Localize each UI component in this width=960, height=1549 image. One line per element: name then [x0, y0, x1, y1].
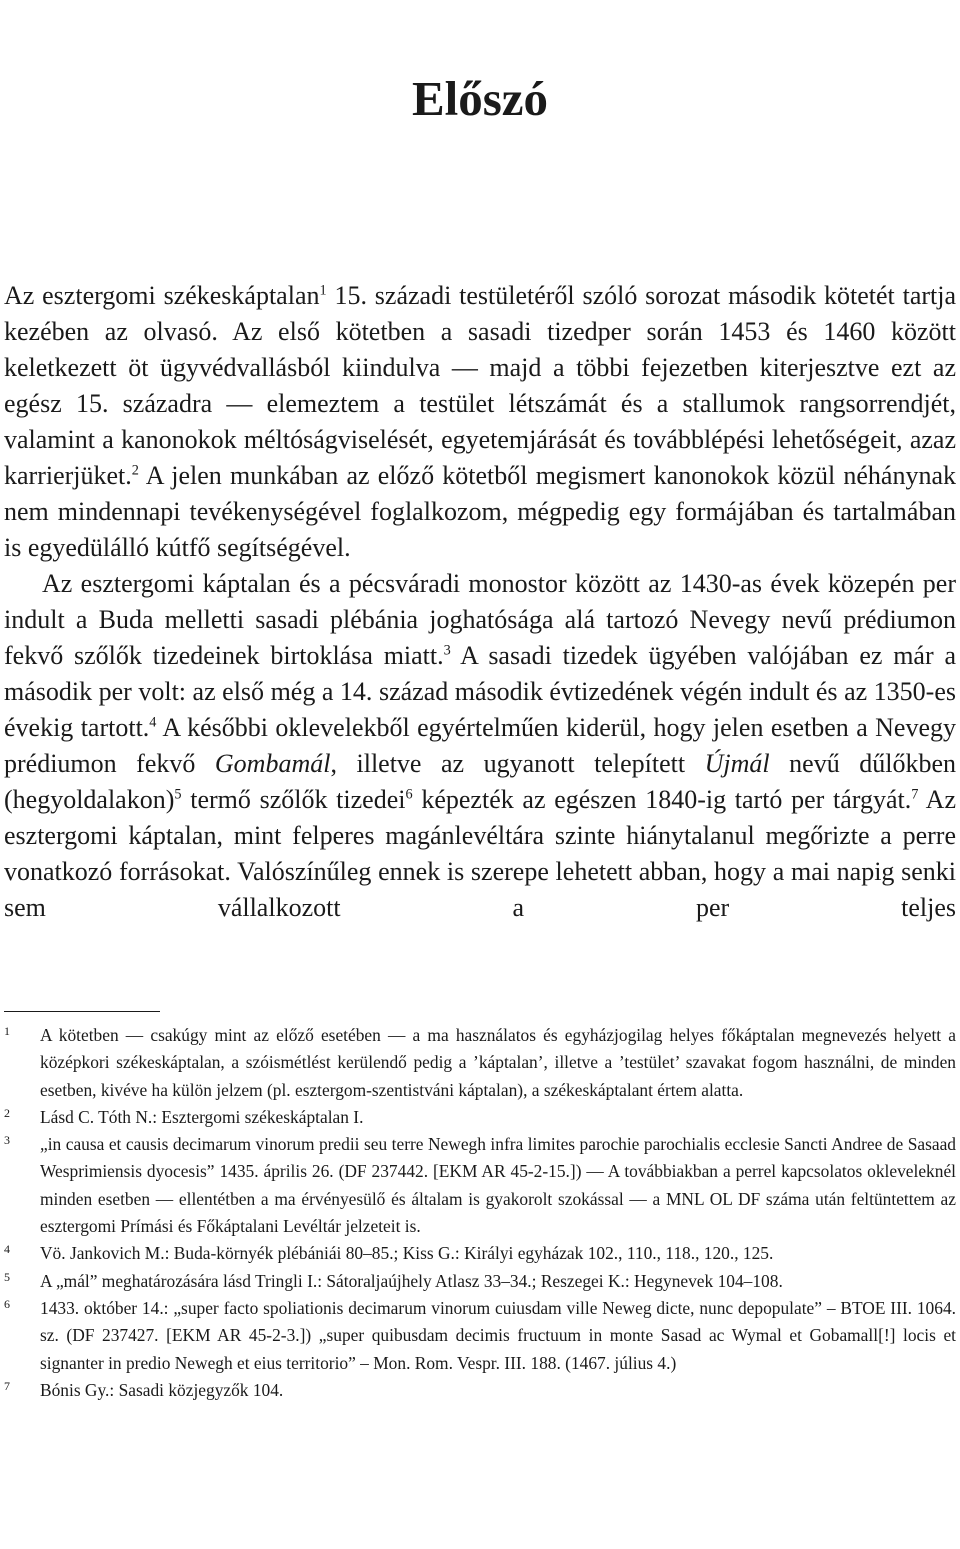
footnote-6 — [4, 1295, 956, 1377]
footnote-3 — [4, 1131, 956, 1240]
footnote-text: A kötetben — csakúgy mint az előző esetében — a ma használatos és egyházjogilag helyes főkáptalan megnevezés helyett a középkori székeskáptalan, a szóismétlést kerülendő pedig a ’káptalan’, illetve a ’testület’ szavakat fogom használni, de minden esetben, kivéve ha külön jelzem (pl. esztergom-szentistváni káptalan), a székeskáptalant értem alatta. — [40, 1025, 956, 1100]
footnote-number: 7 — [4, 1378, 10, 1393]
footnote-number: 1 — [4, 1024, 10, 1038]
footnote-2 — [4, 1104, 956, 1131]
footnotes — [4, 1022, 956, 1404]
footnote-text: A „mál” meghatározására lásd Tringli I.: Sátoraljaújhely Atlasz 33–34.; Reszegei K.: Hegynevek 104–108. — [40, 1270, 783, 1291]
footnote-4 — [4, 1240, 956, 1267]
footnote-divider — [4, 1011, 160, 1012]
footnote-number: 5 — [4, 1269, 10, 1284]
paragraph-2: Az esztergomi káptalan és a pécsváradi monostor között az 1430-as évek közepén per indult a Buda melletti sasadi plébánia joghatósága alá tartozó Nevegy nevű prédiumon fekvő szőlők tizedeinek birtoklása miatt.$^3$ A sasadi tizedek ügyében valójában ez már a második per volt: az első még a 14. század második évtizedének végén indult és az 1350-es évekig tartott.$^4$ A későbbi oklevelekből egyértelműen kiderül, hogy jelen esetben a Nevegy prédiumon fekvő Gombamál, illetve az ugyanott telepített Újmál nevű dűlőkben (hegyoldalakon)$^5$ termő szőlők tizedei$^6$ képezték az egészen 1840-ig tartó per tárgyát.$^7$ Az esztergomi káptalan, mint felperes magánlevéltára szinte hiánytalanul megőrizte a perre vonatkozó forrásokat. Valószínűleg ennek is szerepe lehetett abban, hogy a mai napig senki sem vállalkozott a per teljes — [4, 569, 956, 922]
footnote-number: 2 — [4, 1105, 10, 1120]
footnote-text: Vö. Jankovich M.: Buda-környék plébániái 80–85.; Kiss G.: Királyi egyházak 102., 110., 118., 120., 125. — [40, 1243, 774, 1264]
footnote-text: „in causa et causis decimarum vinorum predii seu terre Newegh infra limites parochie parochialis ecclesie Sancti Andree de Sasaad Wesprimiensis dyocesis” 1435. április 26. (DF 237442. [EKM AR 45-2-15.]) — A továbbiakban a perrel kapcsolatos okleveleknél minden esetben — ellentétben a ma érvényesülő és általam is gyakorolt szokással — a MNL OL DF száma után feltüntettem az esztergomi Prímási és Főkáptalani Levéltár jelzeteit is. — [40, 1134, 956, 1237]
footnote-number: 4 — [4, 1242, 10, 1257]
footnote-number: 3 — [4, 1133, 10, 1148]
footnote-number: 6 — [4, 1296, 10, 1311]
footnote-7 — [4, 1377, 956, 1404]
paragraph-1: Az esztergomi székeskáptalan$^1$ 15. századi testületéről szóló sorozat második kötetét tartja kezében az olvasó. Az első kötetben a sasadi tizedper során 1453 és 1460 között keletkezett öt ügyvédvallásból kiindulva — majd a többi fejezetben kiterjesztve ezt az egész 15. századra — elemeztem a testület létszámát és a stallumok rangsorrendjét, valamint a kanonokok méltóságviselését, egyetemjárását és továbblépési lehetőségeit, azaz karrierjüket.$^2$ A jelen munkában az előző kötetből megismert kanonokok közül néhánynak nem mindennapi tevékenységével foglalkozom, mégpedig egy formájában és tartalmában is egyedülálló kútfő segítségével. — [4, 281, 957, 562]
page-title: Előszó — [411, 71, 549, 126]
footnote-1 — [4, 1022, 956, 1104]
footnote-5 — [4, 1268, 956, 1295]
footnote-text: Bónis Gy.: Sasadi közjegyzők 104. — [40, 1379, 284, 1400]
main-text — [4, 278, 956, 926]
footnote-text: Lásd C. Tóth N.: Esztergomi székeskáptalan I. — [40, 1106, 364, 1127]
footnote-text: 1433. október 14.: „super facto spoliationis decimarum vinorum cuiusdam ville Neweg dicte, nunc depopulate” – BTOE III. 1064. sz. (DF 237427. [EKM AR 45-2-3.]) „super quibusdam decimis fructuum in monte Sasad ac Wymal et Gobamall[!] locis et signanter in predio Newegh et eius territorio” – Mon. Rom. Vespr. III. 188. (1467. július 4.) — [40, 1297, 956, 1373]
